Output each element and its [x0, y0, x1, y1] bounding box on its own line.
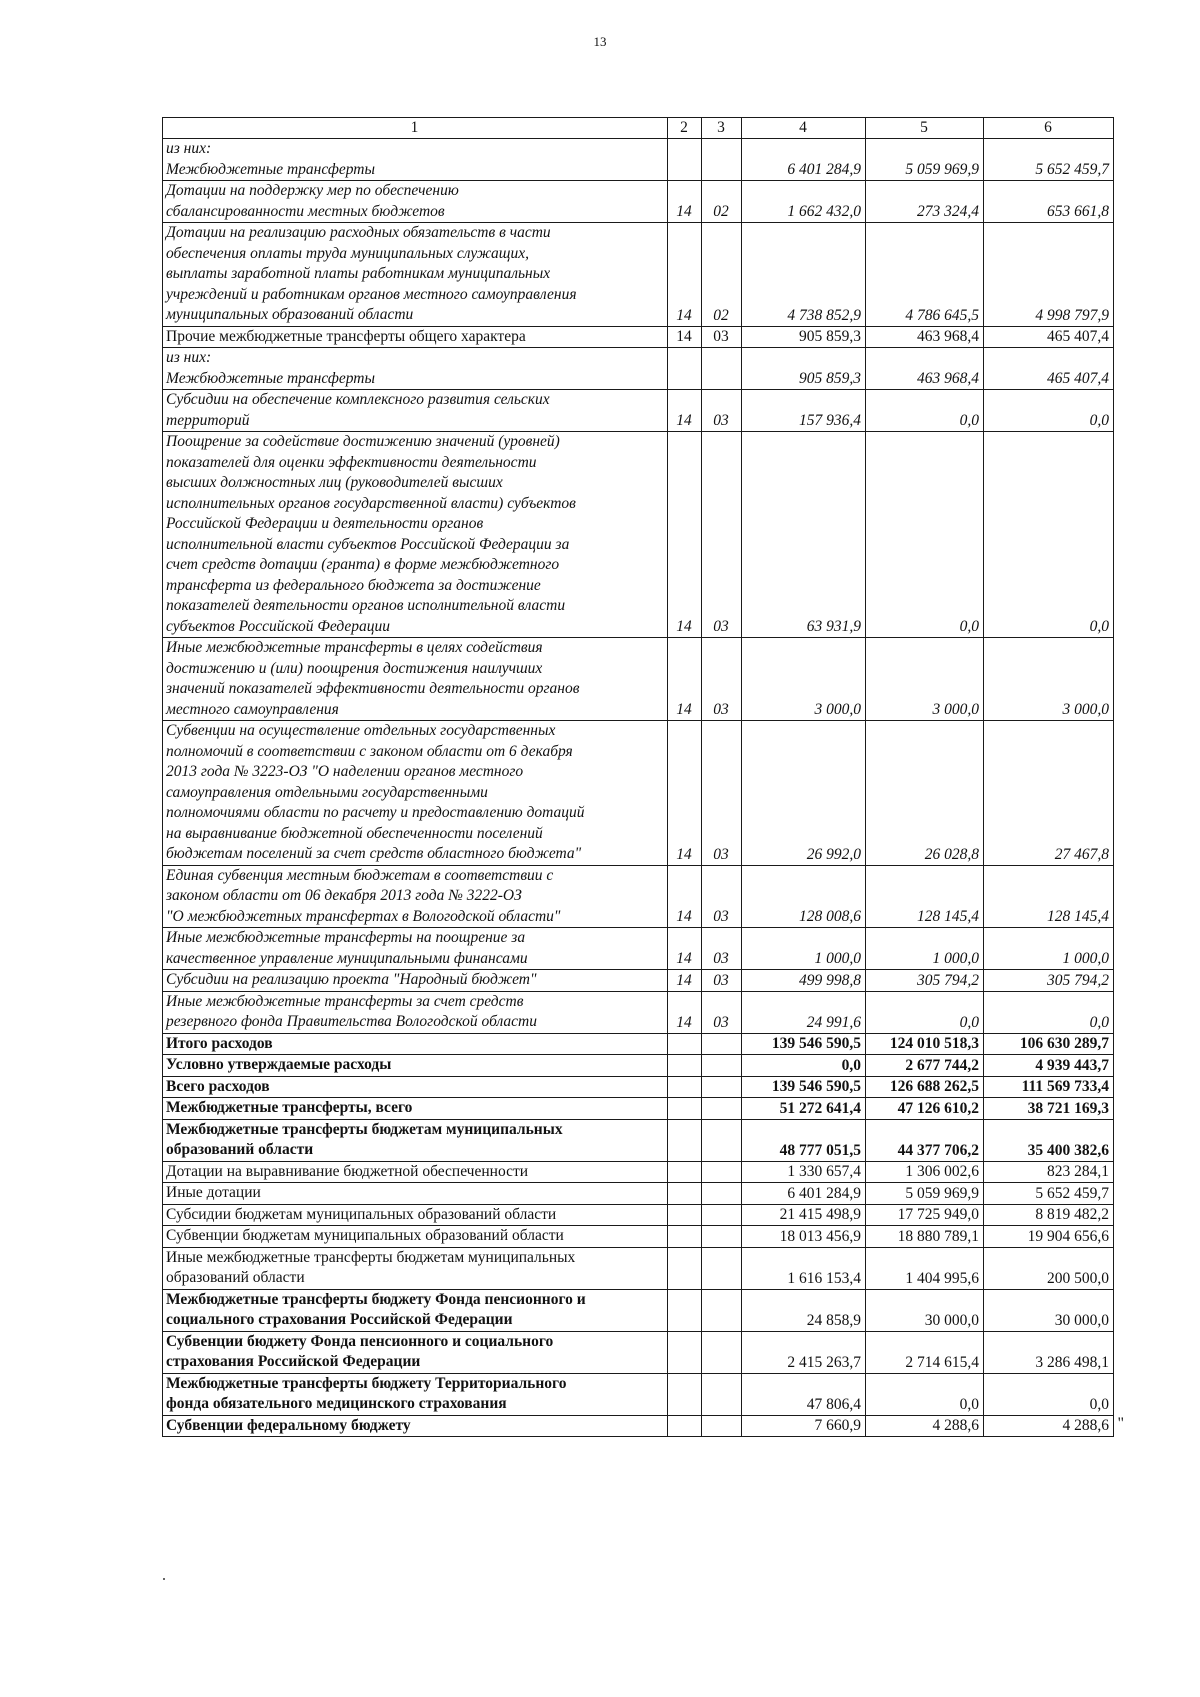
- table-row: [163, 139, 1114, 181]
- row-name-line: бюджетам поселений за счет средств областного бюджета": [166, 845, 582, 862]
- row-value-col6: 111 569 733,4: [984, 1076, 1114, 1098]
- row-value-col6: 0,0: [984, 1373, 1114, 1415]
- row-value-col4: 26 992,0: [742, 721, 866, 866]
- table-row: [163, 970, 1114, 992]
- row-name-line: полномочиями области по расчету и предоставлению дотаций: [166, 804, 585, 821]
- row-value-col6: 653 661,8: [984, 181, 1114, 223]
- row-section-code: [668, 1098, 702, 1120]
- row-value-col5: 4 786 645,5: [866, 223, 984, 327]
- row-name: [163, 223, 668, 327]
- table-row: [163, 721, 1114, 866]
- budget-table-container: [162, 117, 1114, 1437]
- row-value-col6: 128 145,4: [984, 865, 1114, 928]
- header-col-2: 2: [668, 118, 702, 139]
- row-section-code: [668, 348, 702, 390]
- row-value-col4: 128 008,6: [742, 865, 866, 928]
- scan-mark: [163, 1578, 165, 1580]
- row-value-col5: 463 968,4: [866, 326, 984, 348]
- row-name: [163, 1098, 668, 1120]
- row-name-line: значений показателей эффективности деятельности органов: [166, 680, 580, 697]
- row-name: [163, 432, 668, 638]
- row-value-col6: 4 939 443,7: [984, 1055, 1114, 1077]
- row-section-code: 14: [668, 970, 702, 992]
- row-value-col5: 463 968,4: [866, 348, 984, 390]
- row-value-col4: 21 415 498,9: [742, 1204, 866, 1226]
- row-name: [163, 638, 668, 721]
- row-name-line: из них:: [166, 349, 212, 366]
- row-value-col5: 0,0: [866, 991, 984, 1033]
- table-row: [163, 1204, 1114, 1226]
- row-name-line: Дотации на реализацию расходных обязательств в части: [166, 224, 551, 241]
- row-value-col4: 139 546 590,5: [742, 1076, 866, 1098]
- table-row: [163, 991, 1114, 1033]
- table-row: [163, 928, 1114, 970]
- table-row: [163, 638, 1114, 721]
- header-col-5: 5: [866, 118, 984, 139]
- row-section-code: [668, 1161, 702, 1183]
- row-value-col4: 905 859,3: [742, 348, 866, 390]
- table-row: [163, 1055, 1114, 1077]
- row-value-col4: 24 991,6: [742, 991, 866, 1033]
- row-section-code: [668, 1289, 702, 1331]
- row-section-code: 14: [668, 390, 702, 432]
- table-row: [163, 865, 1114, 928]
- row-name: [163, 1033, 668, 1055]
- row-name: [163, 970, 668, 992]
- row-value-col4: 139 546 590,5: [742, 1033, 866, 1055]
- table-row: [163, 1076, 1114, 1098]
- row-subsection-code: [702, 1289, 742, 1331]
- row-value-col5: 3 000,0: [866, 638, 984, 721]
- row-subsection-code: 03: [702, 326, 742, 348]
- row-value-col4: 4 738 852,9: [742, 223, 866, 327]
- row-subsection-code: 03: [702, 928, 742, 970]
- row-value-col6: 8 819 482,2: [984, 1204, 1114, 1226]
- row-value-col5: 1 306 002,6: [866, 1161, 984, 1183]
- row-value-col6: 0,0: [984, 432, 1114, 638]
- row-name-line: исполнительных органов государственной власти) субъектов: [166, 494, 576, 512]
- row-value-col4: 905 859,3: [742, 326, 866, 348]
- row-value-col5: 4 288,6: [866, 1415, 984, 1437]
- row-section-code: [668, 1247, 702, 1289]
- row-name: [163, 326, 668, 348]
- row-name-line: фонда обязательного медицинского страхования: [166, 1395, 507, 1412]
- row-value-col4: 2 415 263,7: [742, 1331, 866, 1373]
- row-value-col4: 6 401 284,9: [742, 139, 866, 181]
- row-name: [163, 1119, 668, 1161]
- row-value-col5: 30 000,0: [866, 1289, 984, 1331]
- row-section-code: [668, 1055, 702, 1077]
- page-number: 13: [593, 34, 607, 49]
- row-name-line: "О межбюджетных трансфертах в Вологодской области": [166, 907, 561, 925]
- row-name-line: Иные дотации: [166, 1184, 261, 1201]
- table-row: [163, 1033, 1114, 1055]
- table-row: [163, 1119, 1114, 1161]
- table-row: [163, 1289, 1114, 1331]
- row-subsection-code: [702, 1204, 742, 1226]
- row-subsection-code: 03: [702, 390, 742, 432]
- row-section-code: 14: [668, 721, 702, 866]
- row-name-line: показателей деятельности органов исполнительной власти: [166, 597, 566, 614]
- table-row: [163, 181, 1114, 223]
- row-subsection-code: [702, 1055, 742, 1077]
- table-row: [163, 348, 1114, 390]
- row-value-col6: 19 904 656,6: [984, 1226, 1114, 1248]
- header-col-6: 6: [984, 118, 1114, 139]
- row-name: [163, 991, 668, 1033]
- row-value-col5: 5 059 969,9: [866, 139, 984, 181]
- row-name-line: Межбюджетные трансферты бюджету Территориального: [166, 1374, 567, 1392]
- row-value-col6: 38 721 169,3: [984, 1098, 1114, 1120]
- row-name-line: Межбюджетные трансферты бюджетам муниципальных: [166, 1120, 563, 1138]
- row-name: [163, 1289, 668, 1331]
- row-name-line: выплаты заработной платы работникам муниципальных: [166, 265, 551, 282]
- row-name-line: высших должностных лиц (руководителей высших: [166, 474, 503, 491]
- row-name-line: Дотации на выравнивание бюджетной обеспеченности: [166, 1162, 529, 1180]
- row-section-code: 14: [668, 326, 702, 348]
- row-name-line: Субсидии на реализацию проекта "Народный бюджет": [166, 971, 537, 988]
- row-value-col4: 1 662 432,0: [742, 181, 866, 223]
- row-name-line: из них:: [166, 140, 212, 157]
- row-name: [163, 1226, 668, 1248]
- row-subsection-code: [702, 1183, 742, 1205]
- row-name-line: Российской Федерации и деятельности органов: [166, 515, 484, 532]
- row-subsection-code: [702, 1226, 742, 1248]
- row-value-col6: 305 794,2: [984, 970, 1114, 992]
- row-name-line: Прочие межбюджетные трансферты общего характера: [166, 327, 526, 345]
- row-value-col5: 0,0: [866, 432, 984, 638]
- row-value-col5: 2 677 744,2: [866, 1055, 984, 1077]
- row-subsection-code: [702, 139, 742, 181]
- row-value-col4: 0,0: [742, 1055, 866, 1077]
- row-name-line: самоуправления отдельными государственными: [166, 783, 488, 801]
- row-subsection-code: [702, 1161, 742, 1183]
- row-value-col4: 47 806,4: [742, 1373, 866, 1415]
- row-section-code: [668, 1226, 702, 1248]
- row-name-line: Условно утверждаемые расходы: [166, 1056, 392, 1073]
- row-subsection-code: [702, 1415, 742, 1437]
- table-row: [163, 390, 1114, 432]
- row-value-col6: 3 286 498,1: [984, 1331, 1114, 1373]
- row-name-line: страхования Российской Федерации: [166, 1353, 421, 1370]
- row-value-col4: 18 013 456,9: [742, 1226, 866, 1248]
- table-row: [163, 326, 1114, 348]
- row-name-line: Иные межбюджетные трансферты за счет средств: [166, 992, 524, 1010]
- row-value-col5: 126 688 262,5: [866, 1076, 984, 1098]
- row-value-col5: 128 145,4: [866, 865, 984, 928]
- row-value-col5: 17 725 949,0: [866, 1204, 984, 1226]
- row-section-code: [668, 1415, 702, 1437]
- row-name-line: Межбюджетные трансферты бюджету Фонда пенсионного и: [166, 1290, 586, 1308]
- row-section-code: [668, 1373, 702, 1415]
- row-section-code: [668, 1033, 702, 1055]
- row-subsection-code: 02: [702, 223, 742, 327]
- row-value-col6: 0,0: [984, 991, 1114, 1033]
- table-row: [163, 1183, 1114, 1205]
- row-name-line: Единая субвенция местным бюджетам в соответствии с: [166, 866, 554, 884]
- row-name-line: достижению и (или) поощрения достижения наилучших: [166, 659, 543, 677]
- row-name-line: на выравнивание бюджетной обеспеченности поселений: [166, 824, 543, 842]
- row-name: [163, 1415, 668, 1437]
- row-name-line: показателей для оценки эффективности деятельности: [166, 453, 537, 471]
- row-value-col4: 6 401 284,9: [742, 1183, 866, 1205]
- row-value-col5: 18 880 789,1: [866, 1226, 984, 1248]
- row-name: [163, 181, 668, 223]
- header-col-1: 1: [163, 118, 668, 139]
- row-name: [163, 1247, 668, 1289]
- row-value-col4: 3 000,0: [742, 638, 866, 721]
- row-subsection-code: 03: [702, 970, 742, 992]
- row-name-line: образований области: [166, 1269, 305, 1286]
- row-name: [163, 1204, 668, 1226]
- row-name-line: качественное управление муниципальными финансами: [166, 949, 528, 967]
- table-row: [163, 1373, 1114, 1415]
- row-name-line: Межбюджетные трансферты: [166, 160, 375, 178]
- row-name-line: Иные межбюджетные трансферты бюджетам муниципальных: [166, 1248, 576, 1266]
- table-row: [163, 1161, 1114, 1183]
- row-name-line: Межбюджетные трансферты: [166, 369, 375, 387]
- row-name-line: законом области от 06 декабря 2013 года № 3222-ОЗ: [166, 887, 522, 904]
- row-subsection-code: 03: [702, 865, 742, 928]
- table-row: [163, 1098, 1114, 1120]
- row-subsection-code: [702, 1033, 742, 1055]
- row-section-code: 14: [668, 181, 702, 223]
- row-value-col6: 200 500,0: [984, 1247, 1114, 1289]
- row-name: [163, 1331, 668, 1373]
- row-subsection-code: 03: [702, 432, 742, 638]
- row-name: [163, 1183, 668, 1205]
- row-name-line: трансферта из федерального бюджета за достижение: [166, 576, 541, 594]
- table-body: [163, 139, 1114, 1437]
- row-section-code: 14: [668, 865, 702, 928]
- row-name-line: 2013 года № 3223-ОЗ "О наделении органов местного: [166, 763, 524, 780]
- row-value-col6: 5 652 459,7: [984, 1183, 1114, 1205]
- row-value-col5: 1 404 995,6: [866, 1247, 984, 1289]
- row-section-code: 14: [668, 432, 702, 638]
- table-row: [163, 1247, 1114, 1289]
- table-row: [163, 1415, 1114, 1437]
- row-section-code: 14: [668, 991, 702, 1033]
- table-row: [163, 432, 1114, 638]
- row-section-code: [668, 1204, 702, 1226]
- row-name-line: учреждений и работникам органов местного самоуправления: [166, 285, 577, 303]
- row-name-line: полномочий в соответствии с законом области от 6 декабря: [166, 742, 573, 760]
- row-name: [163, 1373, 668, 1415]
- row-subsection-code: [702, 1373, 742, 1415]
- row-name-line: муниципальных образований области: [166, 306, 414, 323]
- row-value-col4: 7 660,9: [742, 1415, 866, 1437]
- row-value-col4: 1 000,0: [742, 928, 866, 970]
- row-subsection-code: [702, 1076, 742, 1098]
- header-col-4: 4: [742, 118, 866, 139]
- row-name-line: социального страхования Российской Федерации: [166, 1311, 513, 1328]
- row-value-col5: 124 010 518,3: [866, 1033, 984, 1055]
- row-value-col6: 0,0: [984, 390, 1114, 432]
- row-value-col6: 3 000,0: [984, 638, 1114, 721]
- row-value-col5: 305 794,2: [866, 970, 984, 992]
- row-value-col6: 4 288,6: [984, 1415, 1114, 1437]
- row-value-col6: 465 407,4: [984, 348, 1114, 390]
- row-value-col6: 4 998 797,9: [984, 223, 1114, 327]
- row-section-code: 14: [668, 638, 702, 721]
- row-name-line: Субвенции бюджетам муниципальных образований области: [166, 1227, 564, 1244]
- row-name-line: Поощрение за содействие достижению значений (уровней): [166, 433, 560, 450]
- row-name-line: Всего расходов: [166, 1077, 270, 1095]
- row-value-col6: 30 000,0: [984, 1289, 1114, 1331]
- row-value-col6: 1 000,0: [984, 928, 1114, 970]
- row-subsection-code: 03: [702, 991, 742, 1033]
- row-section-code: 14: [668, 223, 702, 327]
- row-value-col6: 465 407,4: [984, 326, 1114, 348]
- row-value-col4: 1 330 657,4: [742, 1161, 866, 1183]
- row-value-col6: 823 284,1: [984, 1161, 1114, 1183]
- row-subsection-code: [702, 348, 742, 390]
- row-value-col5: 1 000,0: [866, 928, 984, 970]
- row-value-col5: 26 028,8: [866, 721, 984, 866]
- row-name-line: обеспечения оплаты труда муниципальных служащих,: [166, 244, 529, 262]
- row-name-line: исполнительной власти субъектов Российской Федерации за: [166, 535, 570, 553]
- row-subsection-code: [702, 1331, 742, 1373]
- row-section-code: [668, 139, 702, 181]
- row-name-line: Дотации на поддержку мер по обеспечению: [166, 182, 459, 199]
- row-name-line: субъектов Российской Федерации: [166, 617, 391, 635]
- row-value-col5: 0,0: [866, 1373, 984, 1415]
- row-value-col5: 2 714 615,4: [866, 1331, 984, 1373]
- row-name: [163, 865, 668, 928]
- row-name-line: Субсидии бюджетам муниципальных образований области: [166, 1205, 557, 1223]
- row-value-col4: 24 858,9: [742, 1289, 866, 1331]
- row-section-code: 14: [668, 928, 702, 970]
- row-section-code: [668, 1119, 702, 1161]
- row-name-line: Субвенции федеральному бюджету: [166, 1416, 411, 1434]
- row-value-col5: 5 059 969,9: [866, 1183, 984, 1205]
- row-value-col5: 47 126 610,2: [866, 1098, 984, 1120]
- row-value-col6: 27 467,8: [984, 721, 1114, 866]
- row-subsection-code: 03: [702, 638, 742, 721]
- row-name: [163, 348, 668, 390]
- row-subsection-code: 02: [702, 181, 742, 223]
- row-name: [163, 721, 668, 866]
- row-value-col4: 157 936,4: [742, 390, 866, 432]
- row-name: [163, 1076, 668, 1098]
- row-name-line: Субсидии на обеспечение комплексного развития сельских: [166, 391, 550, 408]
- row-value-col5: 0,0: [866, 390, 984, 432]
- row-name-line: сбалансированности местных бюджетов: [166, 202, 445, 220]
- row-name-line: резервного фонда Правительства Вологодской области: [166, 1013, 537, 1030]
- row-section-code: [668, 1076, 702, 1098]
- closing-quote: ": [1117, 1414, 1125, 1432]
- table-row: [163, 1226, 1114, 1248]
- row-value-col6: 5 652 459,7: [984, 139, 1114, 181]
- row-subsection-code: 03: [702, 721, 742, 866]
- row-name: [163, 139, 668, 181]
- row-name-line: Субвенции на осуществление отдельных государственных: [166, 722, 556, 739]
- row-value-col6: 106 630 289,7: [984, 1033, 1114, 1055]
- row-name-line: Иные межбюджетные трансферты на поощрение за: [166, 929, 526, 946]
- row-value-col4: 51 272 641,4: [742, 1098, 866, 1120]
- row-name: [163, 1161, 668, 1183]
- row-name-line: территорий: [166, 411, 250, 429]
- table-row: [163, 223, 1114, 327]
- row-value-col4: 499 998,8: [742, 970, 866, 992]
- row-name: [163, 928, 668, 970]
- row-subsection-code: [702, 1098, 742, 1120]
- row-name: [163, 390, 668, 432]
- row-value-col4: 63 931,9: [742, 432, 866, 638]
- budget-table: [162, 117, 1114, 1437]
- table-row: [163, 1331, 1114, 1373]
- row-subsection-code: [702, 1119, 742, 1161]
- row-name-line: образований области: [166, 1141, 314, 1158]
- table-header-row: [163, 118, 1114, 139]
- row-value-col5: 44 377 706,2: [866, 1119, 984, 1161]
- row-section-code: [668, 1183, 702, 1205]
- row-name-line: Иные межбюджетные трансферты в целях содействия: [166, 639, 543, 656]
- row-value-col5: 273 324,4: [866, 181, 984, 223]
- row-name-line: Итого расходов: [166, 1034, 273, 1052]
- row-name-line: Межбюджетные трансферты, всего: [166, 1099, 413, 1116]
- header-col-3: 3: [702, 118, 742, 139]
- row-value-col6: 35 400 382,6: [984, 1119, 1114, 1161]
- row-section-code: [668, 1331, 702, 1373]
- row-name-line: счет средств дотации (гранта) в форме межбюджетного: [166, 556, 560, 573]
- row-name-line: местного самоуправления: [166, 700, 339, 718]
- row-name-line: Субвенции бюджету Фонда пенсионного и социального: [166, 1332, 554, 1350]
- row-value-col4: 1 616 153,4: [742, 1247, 866, 1289]
- row-value-col4: 48 777 051,5: [742, 1119, 866, 1161]
- row-name: [163, 1055, 668, 1077]
- row-subsection-code: [702, 1247, 742, 1289]
